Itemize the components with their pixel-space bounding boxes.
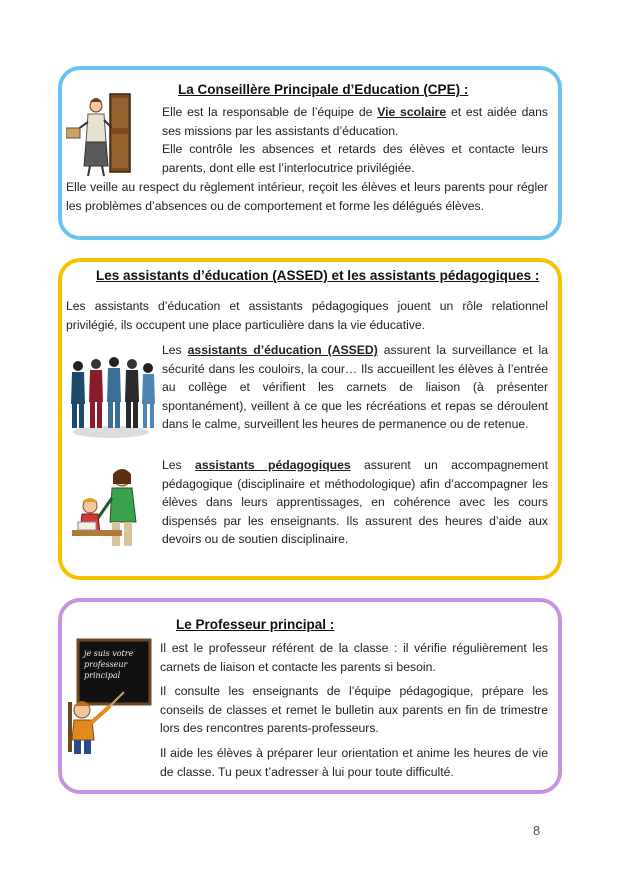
chalkboard-text: je suis votre professeur principal (84, 649, 134, 680)
pp-paragraph-2: Il consulte les enseignants de l’équipe pédagogique, prépare les conseils de classes et remet le bulletin aux parents en fin de trimestre lors des rencontres parents-professeurs. (160, 684, 548, 735)
vie-scolaire-emphasis: Vie scolaire (377, 105, 447, 119)
tutoring-illustration (68, 464, 148, 550)
chalkboard-teacher-illustration (66, 636, 152, 756)
staff-group-illustration (66, 352, 156, 442)
assed-intro: Les assistants d’éducation et assistants pédagogiques jouent un rôle relationnel privilégié, ils occupent une place particulière dans la vie éducative. (66, 299, 548, 332)
assed-title: Les assistants d’éducation (ASSED) et les assistants pédagogiques : (96, 268, 540, 283)
pp-paragraph-3: Il aide les élèves à préparer leur orientation et anime les heures de vie de classe. Tu peux t’adresser à lui pour toute difficulté. (160, 746, 548, 779)
cpe-paragraph-3: Elle veille au respect du règlement intérieur, reçoit les élèves et leurs parents pour régler les problèmes d’absences ou de comportement et forme les délégués élèves. (66, 180, 548, 213)
cpe-illustration (66, 92, 136, 178)
page-number: 8 (533, 823, 541, 838)
assed-emphasis: assistants d’éducation (ASSED) (187, 343, 378, 357)
pp-title: Le Professeur principal : (176, 617, 335, 632)
assed-paragraph: Les assistants d’éducation (ASSED) assurent la surveillance et la sécurité dans les couloirs, la cour… Ils accueillent les élèves à l’entrée au collège et vérifient les carnets de liaison (à présenter spontanément), veillent à ce que les récréations et repas se déroulent dans le calme, surveillent les heures de permanence ou de retenue. (162, 343, 548, 431)
assistants-pedagogiques-paragraph: Les assistants pédagogiques assurent un accompagnement pédagogique (disciplinaire et méthodologique) afin d’accompagner les élèves dans leurs apprentissages, en cohérence avec les cours dispensés par les enseignants. Ils assurent des heures d’aide aux devoirs ou de soutien disciplinaire. (162, 458, 549, 546)
assistants-pedagogiques-emphasis: assistants pédagogiques (195, 458, 351, 472)
cpe-paragraph-1: Elle est la responsable de l’équipe de Vie scolaire et est aidée dans ses missions par les assistants d’éducation. (162, 105, 549, 138)
cpe-title: La Conseillère Principale d’Education (CPE) : (178, 82, 469, 97)
cpe-paragraph-2: Elle contrôle les absences et retards des élèves et contacte leurs parents, dont elle est l’interlocutrice privilégiée. (162, 142, 548, 175)
pp-paragraph-1: Il est le professeur référent de la classe : il vérifie régulièrement les carnets de liaison et contacte les parents si besoin. (160, 641, 548, 674)
